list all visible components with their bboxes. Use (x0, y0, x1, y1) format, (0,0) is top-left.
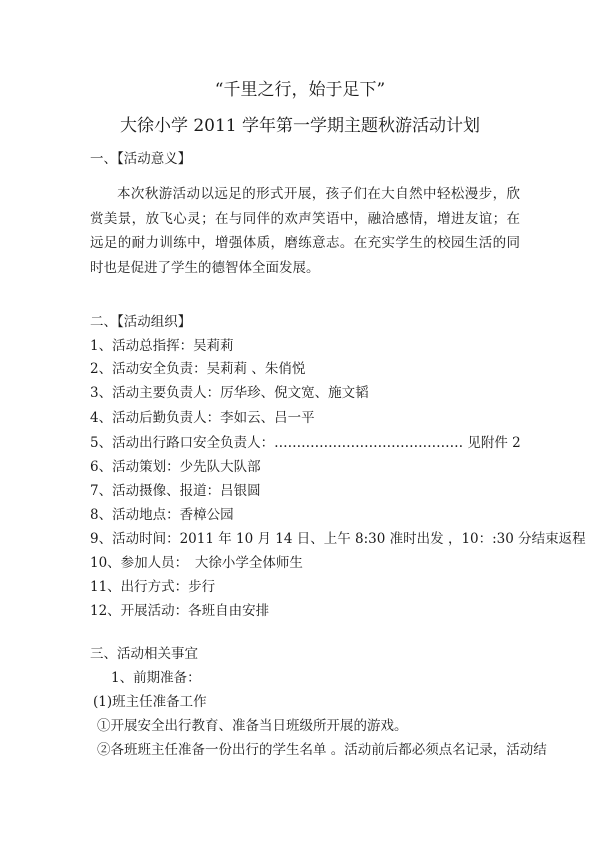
list-item: 1、活动总指挥：吴莉莉 (90, 338, 234, 354)
list-item: 12、开展活动：各班自由安排 (90, 603, 270, 619)
list-item: 4、活动后勤负责人：李如云、吕一平 (90, 410, 315, 426)
section-heading-significance: 一、【活动意义】 (90, 151, 192, 167)
list-item: 5、活动出行路口安全负责人：…………………………………… 见附件 2 (90, 435, 521, 451)
subheading-preparation: 1、前期准备： (111, 670, 201, 686)
list-item: 3、活动主要负责人：厉华珍、倪文宽、施文韬 (90, 385, 369, 401)
list-item: 6、活动策划：少先队大队部 (90, 459, 261, 475)
section-heading-matters: 三、活动相关事宜 (90, 646, 198, 662)
list-item: 8、活动地点：香樟公园 (90, 507, 234, 523)
list-item: ②各班班主任准备一份出行的学生名单 。活动前后都必须点名记录，活动结 (97, 742, 547, 758)
list-item: ①开展安全出行教育、准备当日班级所开展的游戏。 (97, 718, 408, 734)
section-heading-organization: 二、【活动组织】 (90, 314, 192, 330)
list-item: 10、参加人员： 大徐小学全体师生 (90, 555, 303, 571)
list-item: 2、活动安全负责：吴莉莉 、朱俏悦 (90, 361, 306, 377)
list-item: 7、活动摄像、报道：吕银圆 (90, 483, 261, 499)
list-item: 11、出行方式：步行 (90, 579, 216, 595)
document-title-quote: “千里之行，始于足下” (214, 80, 386, 100)
subheading-teacher-prep: (1)班主任准备工作 (93, 694, 207, 710)
document-title: 大徐小学 2011 学年第一学期主题秋游活动计划 (119, 116, 481, 136)
list-item: 9、活动时间：2011 年 10 月 14 日、上午 8:30 准时出发 ，10：:30 分结束返程 (90, 531, 586, 547)
significance-paragraph: 本次秋游活动以远足的形式开展，孩子们在大自然中轻松漫步，欣赏美景，放飞心灵；在与同伴的欢声笑语中，融洽感情，增进友谊；在远足的耐力训练中，增强体质，磨练意志。在充实学生的校园生活的同时也是促进了学生的德智体全面发展。 (90, 186, 520, 276)
